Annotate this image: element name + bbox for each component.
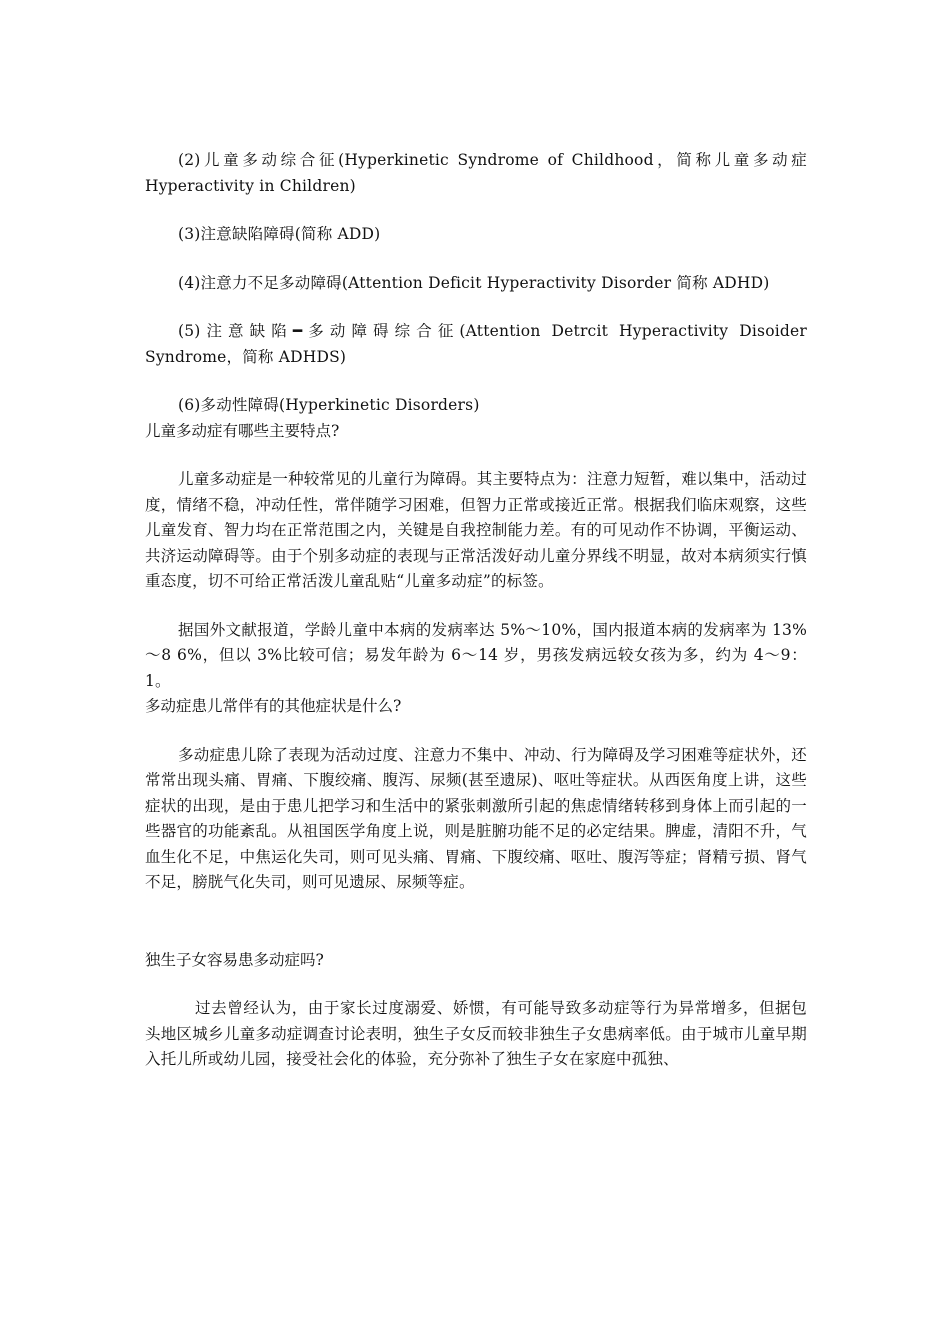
list-item-2: (2)儿童多动综合征(Hyperkinetic Syndrome of Childhood，简称儿童多动症 Hyperactivity in Children) (145, 151, 807, 195)
section-paragraph: 据国外文献报道，学龄儿童中本病的发病率达 5%～10%，国内报道本病的发病率为 13%～8 6%，但以 3%比较可信；易发年龄为 6～14 岁，男孩发病远较女孩为多，约为 4～9：1。 (145, 620, 807, 690)
section-heading-features: 儿童多动症有哪些主要特点? (145, 421, 340, 440)
section-paragraph: 多动症患儿除了表现为活动过度、注意力不集中、冲动、行为障碍及学习困难等症状外，还常常出现头痛、胃痛、下腹绞痛、腹泻、尿频(甚至遗尿)、呕吐等症状。从西医角度上讲，这些症状的出现，是由于患儿把学习和生活中的紧张刺激所引起的焦虑情绪转移到身体上而引起的一些器官的功能紊乱。从祖国医学角度上说，则是脏腑功能不足的必定结果。脾虚，清阳不升，气血生化不足，中焦运化失司，则可见头痛、胃痛、下腹绞痛、呕吐、腹泻等症；肾精亏损、肾气不足，膀胱气化失司，则可见遗尿、尿频等症。 (145, 745, 807, 891)
section-paragraph: 过去曾经认为，由于家长过度溺爱、娇惯，有可能导致多动症等行为异常增多，但据包头地区城乡儿童多动症调查讨论表明，独生子女反而较非独生子女患病率低。由于城市儿童早期入托儿所或幼儿园，接受社会化的体验，充分弥补了独生子女在家庭中孤独、 (145, 999, 807, 1068)
section-heading-only-child: 独生子女容易患多动症吗? (145, 950, 324, 969)
list-item-4: (4)注意力不足多动障碍(Attention Deficit Hyperactivity Disorder 简称 ADHD) (178, 273, 770, 292)
list-item-5: (5)注意缺陷━多动障碍综合征(Attention Detrcit Hyperactivity Disoider Syndrome，简称 ADHDS) (145, 322, 807, 366)
list-item-3: (3)注意缺陷障碍(简称 ADD) (178, 225, 381, 243)
list-item-6: (6)多动性障碍(Hyperkinetic Disorders) (178, 396, 480, 414)
section-heading-symptoms: 多动症患儿常伴有的其他症状是什么? (145, 697, 402, 715)
document-page (145, 148, 807, 1073)
section-paragraph: 儿童多动症是一种较常见的儿童行为障碍。其主要特点为：注意力短暂，难以集中，活动过度，情绪不稳，冲动任性，常伴随学习困难，但智力正常或接近正常。根据我们临床观察，这些儿童发育、智力均在正常范围之内，关键是自我控制能力差。有的可见动作不协调，平衡运动、共济运动障碍等。由于个别多动症的表现与正常活泼好动儿童分界线不明显，故对本病须实行慎重态度，切不可给正常活泼儿童乱贴“儿童多动症”的标签。 (145, 470, 807, 590)
